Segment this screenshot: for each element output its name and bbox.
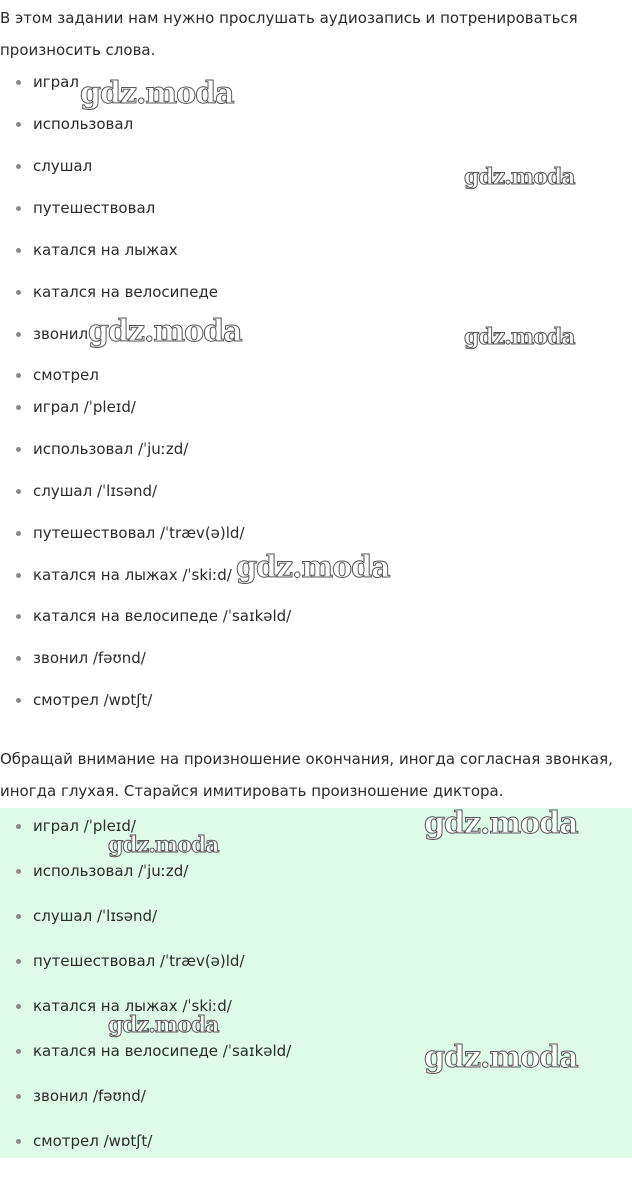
list-item-text: играл /ˈpleɪd/: [33, 398, 136, 416]
watermark: gdz.moda: [108, 1012, 219, 1038]
intro-text: В этом задании нам нужно прослушать аудиозапись и потренироваться произносить слова.: [0, 9, 578, 59]
list-item-text: катался на лыжах /ˈskiːd/: [33, 566, 232, 584]
bullet-icon: [16, 1004, 21, 1009]
list-item-text: катался на велосипеде: [33, 283, 219, 301]
bullet-icon: [16, 332, 21, 337]
watermark: gdz.moda: [88, 314, 242, 349]
bullet-icon: [16, 1049, 21, 1054]
watermark: gdz.moda: [464, 164, 575, 190]
list-item-text: играл /ˈpleɪd/: [33, 817, 136, 835]
list-item-text: слушал /ˈlɪsənd/: [33, 907, 158, 925]
bullet-icon: [16, 698, 21, 703]
bullet-icon: [16, 573, 21, 578]
list-item-text: слушал: [33, 157, 93, 175]
watermark: gdz.moda: [108, 832, 219, 858]
list-item-text: путешествовал /ˈtræv(ə)ld/: [33, 524, 245, 542]
watermark: gdz.moda: [236, 550, 390, 585]
bullet-icon: [16, 164, 21, 169]
bullet-icon: [16, 206, 21, 211]
bullet-icon: [16, 914, 21, 919]
bullet-icon: [16, 1094, 21, 1099]
answer-box: [0, 808, 632, 1158]
bullet-icon: [16, 122, 21, 127]
watermark: gdz.moda: [424, 1040, 578, 1075]
list-item-text: слушал /ˈlɪsənd/: [33, 482, 158, 500]
bullet-icon: [16, 824, 21, 829]
list-item-text: использовал /ˈjuːzd/: [33, 440, 189, 458]
bullet-icon: [16, 80, 21, 85]
list-item-text: катался на велосипеде /ˈsaɪkəld/: [33, 607, 292, 625]
list-item-text: путешествовал /ˈtræv(ə)ld/: [33, 952, 245, 970]
note-text: Обращай внимание на произношение окончания, иногда согласная звонкая, иногда глухая. Старайся имитировать произношение диктора.: [0, 750, 613, 800]
list-item-text: путешествовал: [33, 199, 156, 217]
list-item-text: звонил: [33, 325, 89, 343]
bullet-icon: [16, 447, 21, 452]
list-item-text: смотрел /wɒtʃt/: [33, 1132, 153, 1150]
list-item-text: использовал /ˈjuːzd/: [33, 862, 189, 880]
list-item-text: звонил /fəʊnd/: [33, 649, 146, 667]
bullet-icon: [16, 531, 21, 536]
list-item-text: играл: [33, 73, 79, 91]
bullet-icon: [16, 1139, 21, 1144]
bullet-icon: [16, 614, 21, 619]
watermark: gdz.moda: [80, 76, 234, 111]
list-item-text: катался на велосипеде /ˈsaɪkəld/: [33, 1042, 292, 1060]
bullet-icon: [16, 290, 21, 295]
bullet-icon: [16, 959, 21, 964]
list-item-text: использовал: [33, 115, 134, 133]
watermark: gdz.moda: [424, 806, 578, 841]
list-item-text: катался на лыжах /ˈskiːd/: [33, 997, 232, 1015]
bullet-icon: [16, 405, 21, 410]
list-item-text: смотрел: [33, 366, 99, 384]
list-item-text: звонил /fəʊnd/: [33, 1087, 146, 1105]
list-item-text: смотрел /wɒtʃt/: [33, 691, 153, 709]
bullet-icon: [16, 248, 21, 253]
list-item-text: катался на лыжах: [33, 241, 178, 259]
bullet-icon: [16, 373, 21, 378]
bullet-icon: [16, 869, 21, 874]
bullet-icon: [16, 489, 21, 494]
watermark: gdz.moda: [464, 324, 575, 350]
bullet-icon: [16, 656, 21, 661]
